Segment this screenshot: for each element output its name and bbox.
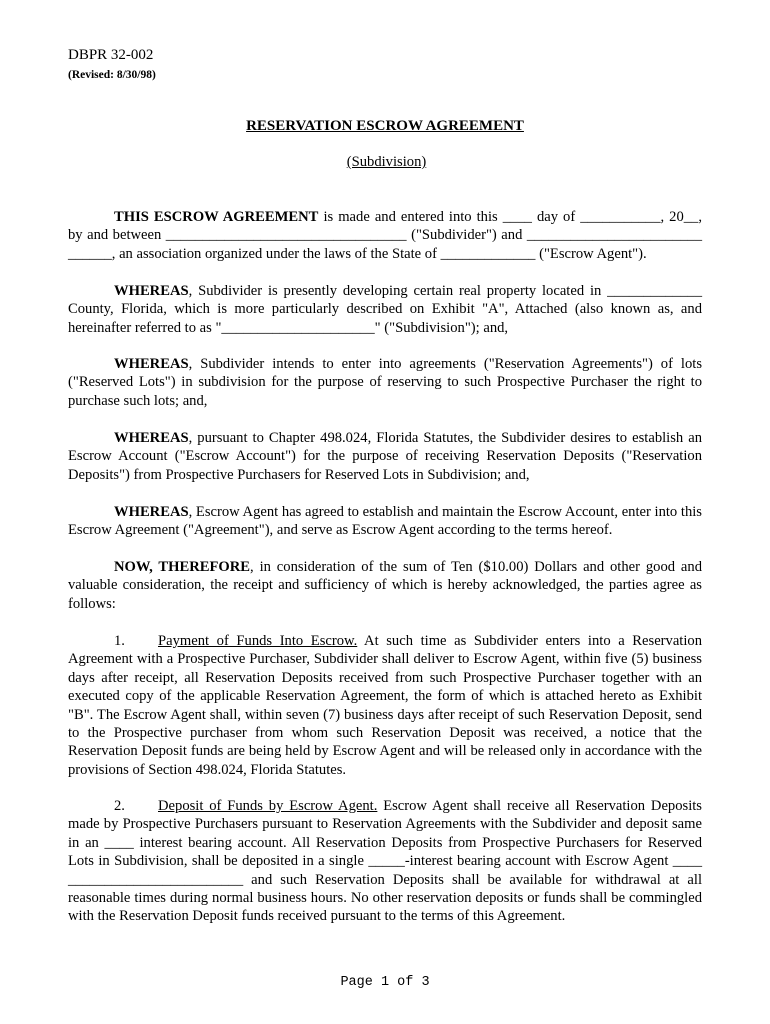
paragraph-escrow-agreement	[68, 208, 702, 263]
paragraph-whereas-4	[68, 503, 702, 540]
section-text: Escrow Agent shall receive all Reservation Deposits made by Prospective Purchasers pursuant to Reservation Agreements with the Subdivider and deposit same in an ____ interest bearing account. All Reservation Deposits from Prospective Purchasers for Reserved Lots in Subdivision, shall be deposited in a single _____-interest bearing account with Escrow Agent ____ ________________________ and such Reservation Deposits shall be available for withdrawal at all reasonable times during normal business hours. No other reservation deposits or funds shall be commingled with the Reservation Deposit funds received pursuant to the terms of this Agreement.	[68, 798, 702, 925]
section-1-payment-of-funds	[68, 632, 702, 779]
paragraph-now-therefore	[68, 558, 702, 613]
paragraph-whereas-3	[68, 429, 702, 484]
subtitle-text: (Subdivision)	[346, 154, 427, 170]
paragraph-lead: WHEREAS	[114, 504, 189, 520]
document-subtitle	[0, 153, 770, 171]
paragraph-text: , Subdivider is presently developing certain real property located in _____________ County, Florida, which is more particularly described on Exhibit "A", Attached (also known as, and hereinafter referred to as "_____________________" ("Subdivision"); and,	[68, 283, 702, 336]
section-heading: Deposit of Funds by Escrow Agent.	[158, 798, 378, 814]
paragraph-whereas-1	[68, 282, 702, 337]
section-2-deposit-of-funds	[68, 797, 702, 926]
paragraph-text: , Subdivider intends to enter into agreements ("Reservation Agreements") of lots ("Reserved Lots") in subdivision for the purpose of reserving to such Prospective Purchaser the right to purchase such lots; and,	[68, 356, 702, 409]
paragraph-lead: NOW, THEREFORE	[114, 559, 251, 575]
paragraph-text: , Escrow Agent has agreed to establish and maintain the Escrow Account, enter into this Escrow Agreement ("Agreement"), and serve as Escrow Agent according to the terms hereof.	[68, 504, 702, 539]
section-number-wrap	[68, 797, 158, 815]
paragraph-lead: WHEREAS	[114, 283, 189, 299]
page-number: Page 1 of 3	[340, 975, 430, 990]
paragraph-lead: WHEREAS	[114, 430, 189, 446]
paragraph-lead: THIS ESCROW AGREEMENT	[114, 209, 319, 225]
section-number-wrap	[68, 632, 158, 650]
section-number: 2.	[114, 798, 125, 814]
paragraph-whereas-2	[68, 355, 702, 410]
section-heading: Payment of Funds Into Escrow.	[158, 633, 358, 649]
section-text: At such time as Subdivider enters into a Reservation Agreement with a Prospective Purchaser, Subdivider shall deliver to Escrow Agent, within five (5) business days after receipt, all Reservation Deposits received from such Prospective Purchaser together with an executed copy of the applicable Reservation Agreement, the form of which is attached hereto as Exhibit "B". The Escrow Agent shall, within seven (7) business days after receipt of such Reservation Deposit, send to the Prospective purchaser from whom such Reservation Deposit was received, a notice that the Reservation Deposit funds are being held by Escrow Agent and will be released only in accordance with the provisions of Section 498.024, Florida Statutes.	[68, 633, 703, 778]
revised-date: (Revised: 8/30/98)	[68, 69, 156, 81]
form-id: DBPR 32-002	[68, 47, 154, 63]
paragraph-text: is made and entered into this ____ day of ___________, 20__, by and between _________________________________ ("Subdivider") and ________________________ ______, an association organized under the laws of the State of _____________ ("Escrow Agent").	[68, 209, 702, 262]
section-number: 1.	[114, 633, 125, 649]
paragraph-lead: WHEREAS	[114, 356, 189, 372]
paragraph-text: , in consideration of the sum of Ten ($10.00) Dollars and other good and valuable consideration, the receipt and sufficiency of which is hereby acknowledged, the parties agree as follows:	[68, 559, 703, 612]
paragraph-text: , pursuant to Chapter 498.024, Florida Statutes, the Subdivider desires to establish an Escrow Account ("Escrow Account") for the purpose of receiving Reservation Deposits ("Reservation Deposits") from Prospective Purchasers for Reserved Lots in Subdivision; and,	[68, 430, 702, 483]
document-title: RESERVATION ESCROW AGREEMENT	[246, 118, 524, 134]
